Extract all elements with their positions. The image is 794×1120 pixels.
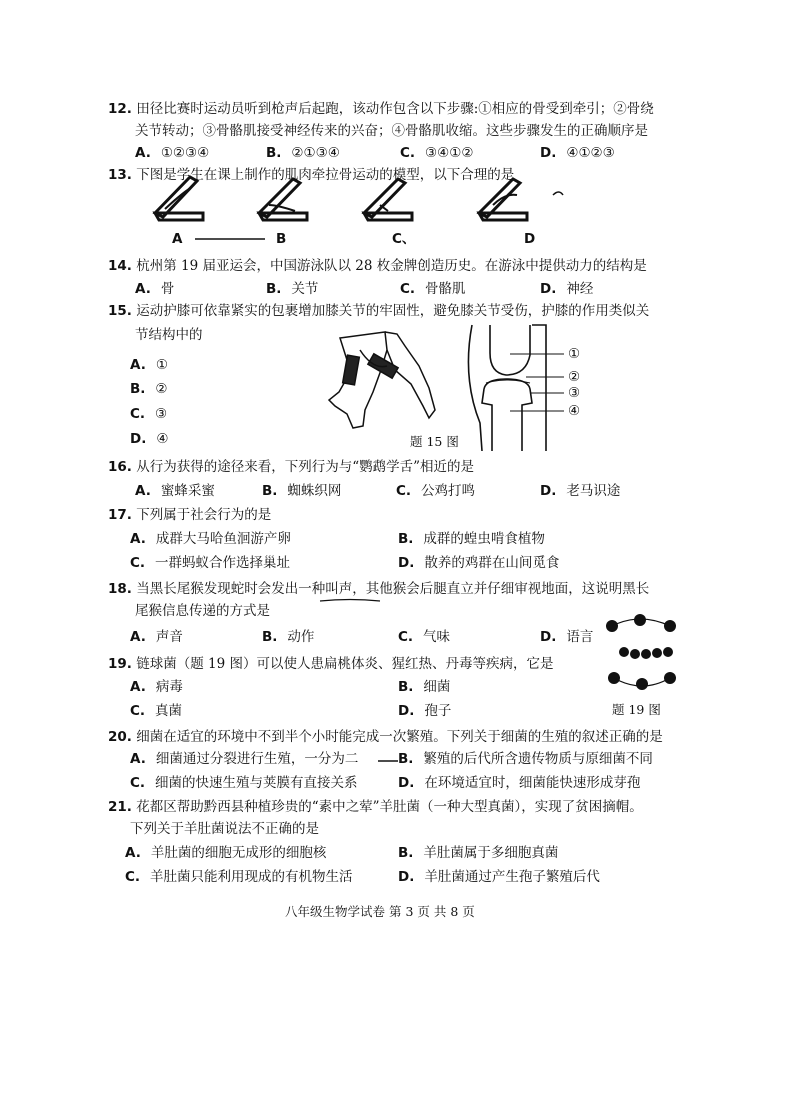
marker-3: ③ xyxy=(568,385,581,401)
q19-option-d[interactable]: D. 孢子 xyxy=(398,703,452,719)
q21-option-b[interactable]: B. 羊肚菌属于多细胞真菌 xyxy=(398,845,559,861)
q20-option-d[interactable]: D. 在环境适宜时，细菌能快速形成芽孢 xyxy=(398,775,641,791)
q19-option-a[interactable]: A. 病毒 xyxy=(130,679,183,695)
q14-option-d[interactable]: D. 神经 xyxy=(540,281,594,297)
q21-number: 21. xyxy=(108,799,132,815)
q14-text: 杭州第 19 届亚运会，中国游泳队以 28 枚金牌创造历史。在游泳中提供动力的结构是 xyxy=(136,258,647,274)
q20-pen-mark xyxy=(378,760,398,763)
q16-text: 从行为获得的途径来看，下列行为与“鹦鹉学舌”相近的是 xyxy=(136,459,475,475)
q15-stem-line1 xyxy=(108,302,649,320)
q15-option-d[interactable]: D. ④ xyxy=(130,431,169,447)
q15-text1: 运动护膝可依靠紧实的包裹增加膝关节的牢固性，避免膝关节受伤，护膝的作用类似关 xyxy=(136,303,650,319)
q18-stem-line1 xyxy=(108,580,649,598)
q12-option-a[interactable]: A. ①②③④ xyxy=(135,145,210,161)
marker-1: ① xyxy=(568,346,581,362)
q19-number: 19. xyxy=(108,656,132,672)
q12-option-b[interactable]: B. ②①③④ xyxy=(266,145,340,161)
q19-text: 链球菌（题 19 图）可以使人患扁桃体炎、猩红热、丹毒等疾病，它是 xyxy=(136,656,554,672)
q19-option-c[interactable]: C. 真菌 xyxy=(130,703,183,719)
q13-muscle-models xyxy=(145,175,565,235)
figure-19-caption: 题 19 图 xyxy=(612,702,661,717)
q21-text1: 花都区帮助黔西县种植珍贵的“素中之荤”羊肚菌（一种大型真菌），实现了贫困摘帽。 xyxy=(136,799,643,815)
q21-stem-line2: 下列关于羊肚菌说法不正确的是 xyxy=(130,821,319,837)
marker-2: ② xyxy=(568,369,581,385)
q20-stem xyxy=(108,728,663,746)
q12-number: 12. xyxy=(108,101,132,117)
figure-15-caption: 题 15 图 xyxy=(410,434,459,449)
q12-option-c[interactable]: C. ③④①② xyxy=(400,145,474,161)
q13-label-a[interactable]: A xyxy=(172,231,183,247)
model-c xyxy=(364,179,412,220)
q20-option-b[interactable]: B. 繁殖的后代所含遗传物质与原细菌不同 xyxy=(398,751,653,767)
q21-option-a[interactable]: A. 羊肚菌的细胞无成形的细胞核 xyxy=(125,845,327,861)
q12-option-d[interactable]: D. ④①②③ xyxy=(540,145,615,161)
q13-label-b[interactable]: B xyxy=(276,231,287,247)
q18-option-a[interactable]: A. 声音 xyxy=(130,629,183,645)
q16-option-b[interactable]: B. 蜘蛛织网 xyxy=(262,483,342,499)
q17-option-b[interactable]: B. 成群的蝗虫啃食植物 xyxy=(398,531,545,547)
streptococcus-figure xyxy=(598,612,690,694)
knee-joint-diagram xyxy=(460,323,560,453)
model-d xyxy=(479,179,563,220)
q16-number: 16. xyxy=(108,459,132,475)
q17-option-a[interactable]: A. 成群大马哈鱼洄游产卵 xyxy=(130,531,291,547)
q14-option-b[interactable]: B. 关节 xyxy=(266,281,319,297)
q21-option-c[interactable]: C. 羊肚菌只能利用现成的有机物生活 xyxy=(125,869,353,885)
q18-option-d[interactable]: D. 语言 xyxy=(540,629,594,645)
q18-text1: 当黑长尾猴发现蛇时会发出一种叫声，其他猴会后腿直立并仔细审视地面，这说明黑长 xyxy=(136,581,650,597)
q17-number: 17. xyxy=(108,507,132,523)
q13-text: 下图是学生在课上制作的肌肉牵拉骨运动的模型，以下合理的是 xyxy=(136,167,515,183)
q14-number: 14. xyxy=(108,258,132,274)
q16-option-c[interactable]: C. 公鸡打鸣 xyxy=(396,483,476,499)
q17-option-d[interactable]: D. 散养的鸡群在山间觅食 xyxy=(398,555,560,571)
q14-option-a[interactable]: A. 骨 xyxy=(135,281,175,297)
q15-option-b[interactable]: B. ② xyxy=(130,381,168,397)
q13-label-d[interactable]: D xyxy=(524,231,536,247)
q21-option-d[interactable]: D. 羊肚菌通过产生孢子繁殖后代 xyxy=(398,869,600,885)
q16-option-d[interactable]: D. 老马识途 xyxy=(540,483,621,499)
q17-text: 下列属于社会行为的是 xyxy=(136,507,272,523)
page-footer: 八年级生物学试卷 第 3 页 共 8 页 xyxy=(285,904,475,919)
q19-stem xyxy=(108,655,553,673)
q18-option-c[interactable]: C. 气味 xyxy=(398,629,451,645)
q12-stem-line2: 关节转动；③骨骼肌接受神经传来的兴奋；④骨骼肌收缩。这些步骤发生的正确顺序是 xyxy=(135,123,648,139)
q21-stem-line1 xyxy=(108,798,643,816)
q16-stem xyxy=(108,458,474,476)
q15-option-c[interactable]: C. ③ xyxy=(130,406,168,422)
q17-option-c[interactable]: C. 一群蚂蚁合作选择巢址 xyxy=(130,555,291,571)
q12-text1: 田径比赛时运动员听到枪声后起跑，该动作包含以下步骤:①相应的骨受到牵引；②骨绕 xyxy=(136,101,654,117)
q13-number: 13. xyxy=(108,167,132,183)
q15-stem-line2: 节结构中的 xyxy=(135,327,203,343)
q12-stem-line1 xyxy=(108,100,654,118)
q20-text: 细菌在适宜的环境中不到半个小时能完成一次繁殖。下列关于细菌的生殖的叙述正确的是 xyxy=(136,729,663,745)
q18-option-b[interactable]: B. 动作 xyxy=(262,629,315,645)
knee-brace-leg-figure xyxy=(325,330,440,430)
q15-number: 15. xyxy=(108,303,132,319)
q18-number: 18. xyxy=(108,581,132,597)
q17-stem xyxy=(108,506,271,524)
q20-option-c[interactable]: C. 细菌的快速生殖与荚膜有直接关系 xyxy=(130,775,358,791)
q16-option-a[interactable]: A. 蜜蜂采蜜 xyxy=(135,483,215,499)
q19-option-b[interactable]: B. 细菌 xyxy=(398,679,451,695)
q13-label-c[interactable]: C、 xyxy=(392,231,416,247)
model-a xyxy=(155,177,203,220)
q13-pen-mark xyxy=(195,238,265,240)
q20-number: 20. xyxy=(108,729,132,745)
q14-option-c[interactable]: C. 骨骼肌 xyxy=(400,281,466,297)
marker-4: ④ xyxy=(568,403,581,419)
q15-option-a[interactable]: A. ① xyxy=(130,357,168,373)
q14-stem xyxy=(108,257,647,275)
q20-option-a[interactable]: A. 细菌通过分裂进行生殖，一分为二 xyxy=(130,751,359,767)
model-b xyxy=(259,179,307,220)
q18-pen-mark xyxy=(320,598,380,604)
q18-stem-line2: 尾猴信息传递的方式是 xyxy=(135,603,270,619)
